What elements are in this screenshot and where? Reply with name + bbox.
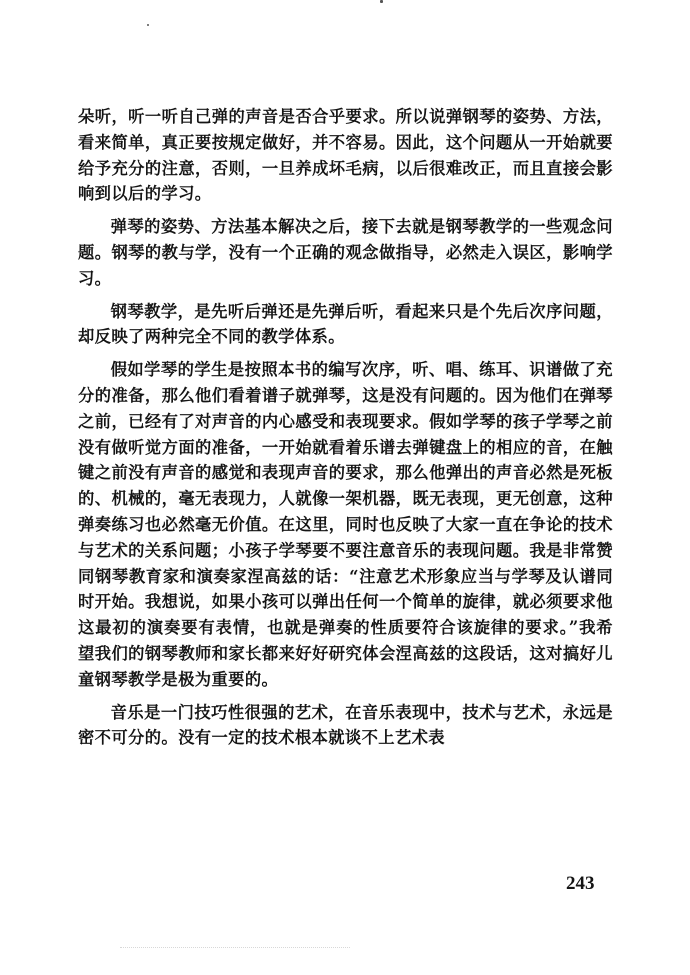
scan-edge-marks [120,947,350,952]
body-text [78,104,613,751]
paragraph: 朵听，听一听自己弹的声音是否合乎要求。所以说弹钢琴的姿势、方法，看来简单，真正要按规定做好，并不容易。因此，这个问题从一开始就要给予充分的注意，否则，一旦养成坏毛病，以后很难改正，而且直接会影响到以后的学习。 [78,107,613,204]
paragraph: 钢琴教学，是先听后弹还是先弹后听，看起来只是个先后次序问题，却反映了两种完全不同的教学体系。 [78,301,613,347]
paragraph: 音乐是一门技巧性很强的艺术，在音乐表现中，技术与艺术，永远是密不可分的。没有一定的技术根本就谈不上艺术表 [78,702,613,748]
paragraph: 假如学琴的学生是按照本书的编写次序，听、唱、练耳、识谱做了充分的准备，那么他们看着谱子就弹琴，这是没有问题的。因为他们在弹琴之前，已经有了对声音的内心感受和表现要求。假如学琴的孩子学琴之前没有做听觉方面的准备，一开始就看着乐谱去弹键盘上的相应的音，在触键之前没有声音的感觉和表现声音的要求，那么他弹出的声音必然是死板的、机械的，毫无表现力，人就像一架机器，既无表现，更无创意，这种弹奏练习也必然毫无价值。在这里，同时也反映了大家一直在争论的技术与艺术的关系问题；小孩子学琴要不要注意音乐的表现问题。我是非常赞同钢琴教育家和演奏家涅高兹的话：“注意艺术形象应当与学琴及认谱同时开始。我想说，如果小孩可以弹出任何一个简单的旋律，就必须要求他这最初的演奏要有表情，也就是弹奏的性质要符合该旋律的要求。”我希望我们的钢琴教师和家长都来好好研究体会涅高兹的这段话，这对搞好儿童钢琴教学是极为重要的。 [78,360,613,689]
scan-speck [380,0,383,3]
scan-speck [147,24,149,26]
paragraph: 弹琴的姿势、方法基本解决之后，接下去就是钢琴教学的一些观念问题。钢琴的教与学，没有一个正确的观念做指导，必然走入误区，影响学习。 [78,217,613,288]
page-number: 243 [566,873,595,894]
